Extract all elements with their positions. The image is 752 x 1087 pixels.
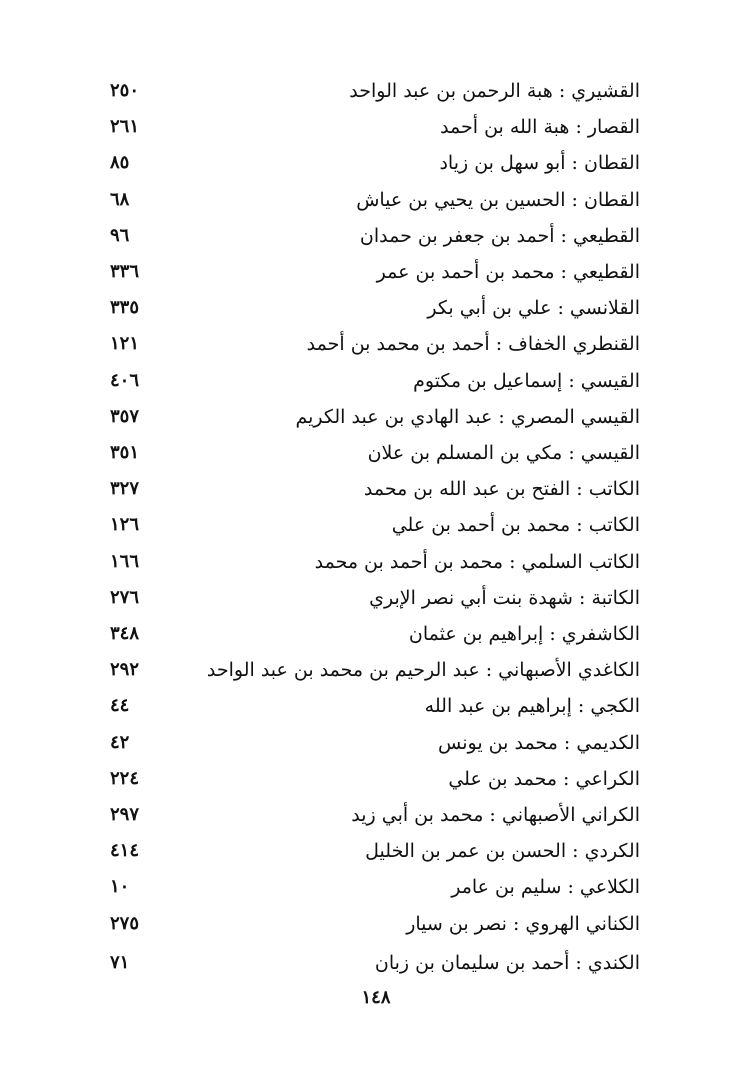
- entry-page-ref: ٣٣٥: [110, 297, 140, 319]
- entry-page-ref: ٣٤٨: [110, 623, 140, 644]
- entry-page-ref: ١٦٦: [110, 550, 140, 572]
- entry-name: الكردي : الحسن بن عمر بن الخليل: [365, 840, 640, 863]
- index-entry: [60, 402, 660, 440]
- entry-page-ref: ٣٥١: [110, 442, 140, 463]
- entry-page-ref: ١٠: [110, 876, 130, 898]
- entry-page-ref: ٨٥: [110, 152, 130, 174]
- index-entry: [60, 329, 660, 367]
- entry-page-ref: ٤٤: [110, 695, 130, 717]
- entry-name: القطيعي : أحمد بن جعفر بن حمدان: [359, 224, 640, 247]
- entry-name: الكراعي : محمد بن علي: [448, 767, 640, 790]
- entry-page-ref: ٤٠٦: [110, 369, 140, 391]
- entry-name: الكلاعي : سليم بن عامر: [451, 876, 640, 899]
- entry-name: الكناني الهروي : نصر بن سيار: [406, 912, 640, 935]
- entry-page-ref: ٤٢: [110, 731, 130, 753]
- entry-name: الكاتب : محمد بن أحمد بن علي: [391, 514, 640, 537]
- entry-page-ref: ٦٨: [110, 188, 130, 210]
- entry-page-ref: ٣٢٧: [110, 478, 140, 500]
- index-entry: [60, 221, 660, 259]
- page-number: ١٤٨: [361, 987, 391, 1008]
- index-entry: [60, 257, 660, 295]
- entry-page-ref: ٧١: [110, 952, 130, 973]
- index-entry: [60, 655, 660, 693]
- index-entry: [60, 474, 660, 512]
- index-entry: [60, 764, 660, 802]
- entry-name: الكجي : إبراهيم بن عبد الله: [424, 695, 640, 718]
- index-entry: [60, 366, 660, 404]
- entry-name: القصار : هبة الله بن أحمد: [440, 116, 640, 139]
- entry-name: القنطري الخفاف : أحمد بن محمد بن أحمد: [306, 333, 640, 356]
- entry-name: القيسي المصري : عبد الهادي بن عبد الكريم: [295, 405, 640, 428]
- index-entry: [60, 438, 660, 476]
- index-entry: [60, 728, 660, 766]
- entry-name: القيسي : مكي بن المسلم بن علان: [367, 442, 640, 464]
- entry-name: القطيعي : محمد بن أحمد بن عمر: [376, 261, 640, 283]
- entry-page-ref: ٤١٤: [110, 840, 140, 862]
- entry-page-ref: ١٢٦: [110, 514, 140, 536]
- entry-name: الكاغدي الأصبهاني : عبد الرحيم بن محمد بن عبد الواحد: [206, 659, 640, 682]
- index-entry: [60, 948, 660, 986]
- entry-page-ref: ٢٧٦: [110, 586, 140, 608]
- entry-page-ref: ٢٩٧: [110, 804, 140, 825]
- index-entry: [60, 836, 660, 874]
- index-entry: [60, 510, 660, 548]
- index-entry: [60, 293, 660, 331]
- index-entry: [60, 583, 660, 621]
- index-entry: [60, 619, 660, 657]
- index-entry: [60, 800, 660, 838]
- entry-page-ref: ٣٥٧: [110, 405, 140, 427]
- entry-name: الكاتبة : شهدة بنت أبي نصر الإبري: [369, 586, 640, 609]
- index-entry: [60, 148, 660, 186]
- index-entry: [60, 909, 660, 947]
- entry-name: الكاتب السلمي : محمد بن أحمد بن محمد: [314, 550, 640, 573]
- index-entry: [60, 76, 660, 114]
- index-entry: [60, 112, 660, 150]
- entry-name: الكاتب : الفتح بن عبد الله بن محمد: [363, 478, 640, 501]
- entry-name: الكديمي : محمد بن يونس: [438, 731, 640, 754]
- entry-name: القلانسي : علي بن أبي بكر: [427, 297, 640, 320]
- entry-name: القيسي : إسماعيل بن مكتوم: [413, 369, 640, 392]
- entry-page-ref: ٢٩٢: [110, 659, 140, 681]
- entry-name: الكراني الأصبهاني : محمد بن أبي زيد: [351, 804, 640, 826]
- entry-page-ref: ١٢١: [110, 333, 140, 355]
- index-entry: [60, 872, 660, 910]
- entry-name: القطان : الحسين بن يحيي بن عياش: [356, 188, 640, 211]
- index-entry: [60, 185, 660, 223]
- index-entry: [60, 547, 660, 585]
- entry-page-ref: ٢٦١: [110, 116, 140, 138]
- entry-page-ref: ٢٧٥: [110, 912, 140, 934]
- entry-name: القطان : أبو سهل بن زياد: [439, 152, 640, 175]
- index-entry: [60, 691, 660, 729]
- entry-page-ref: ٩٦: [110, 224, 130, 246]
- entry-name: القشيري : هبة الرحمن بن عبد الواحد: [349, 80, 640, 102]
- entry-page-ref: ٢٢٤: [110, 767, 140, 789]
- entry-name: الكندي : أحمد بن سليمان بن زبان: [374, 952, 640, 974]
- entry-page-ref: ٣٣٦: [110, 261, 140, 282]
- entry-name: الكاشفري : إبراهيم بن عثمان: [408, 623, 640, 645]
- entry-page-ref: ٢٥٠: [110, 80, 140, 101]
